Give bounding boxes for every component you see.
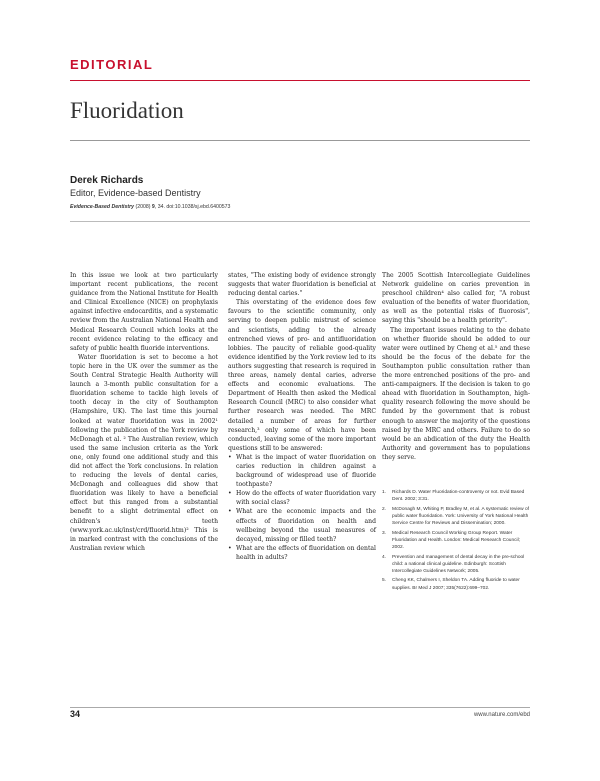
title-rule — [70, 140, 530, 141]
reference-text: Cheng KK, Chalmers I, Sheldon TA. Adding fluoride to water supplies. Br Med J 2007; 335(7622):699–702. — [392, 578, 520, 591]
reference-number: 4. — [382, 554, 387, 560]
paragraph: The important issues relating to the debate on whether fluoride should be added to our water were outlined by Cheng et al.⁵ and these should be the focus of the debate for the Southampton public consultation rather than the more entrenched positions of the pro- and anti-campaigners. If the decision is taken to go ahead with fluoridation in Southampton, high-quality research following the move should be funded by the government that is robust enough to answer the majority of the questions raised by the MRC and others. Failure to do so would be an abdication of the duty the Health Authority and government has to populations they serve. — [382, 326, 530, 461]
paragraph: The 2005 Scottish Intercollegiate Guidelines Network guideline on caries prevention in preschool children⁴ also called for, "A robust evaluation of the benefits of water fluoridation, as well as the potential risks of fluorosis", saying this "should be a health priority". — [382, 272, 530, 325]
citation-line — [70, 204, 230, 210]
reference-text: Prevention and management of dental decay in the pre-school child: a national clinical guideline. Edinburgh: Scottish Intercollegiate Guidelines Network; 2005. — [392, 554, 525, 574]
paragraph: states, "The existing body of evidence strongly suggests that water fluoridation is beneficial at reducing dental caries." — [228, 272, 376, 298]
paragraph: Water fluoridation is set to become a hot topic here in the UK over the summer as the South Central Strategic Health Authority will launch a 3-month public consultation for a fluoridation scheme to tackle high levels of tooth decay in the city of Southampton (Hampshire, UK). The last time this journal looked at water fluoridation was in 2002¹ following the publication of the York review by McDonagh et al. ² The Australian review, which used the same inclusion criteria as the York one, only found one additional study and this did not affect the York conclusions. In relation to reducing the levels of dental caries, McDonagh and colleagues did show that fluoridation was likely to have a beneficial effect but this ranged from a substantial benefit to a slight detrimental effect on children's teeth (www.york.ac.uk/inst/crd/fluorid.htm)² This is in marked contrast with the conclusions of the Australian review which — [70, 353, 218, 552]
list-item: • How do the effects of water fluoridation vary with social class? — [228, 489, 376, 507]
citation-rule — [70, 221, 530, 222]
reference-item — [382, 530, 530, 551]
paragraph: This overstating of the evidence does few favours to the scientific community, only serving to deepen public mistrust of science and scientists, adding to the already entrenched views of pro- and antifluoridation lobbies. The paucity of reliable good-quality evidence identified by the York review led to its authors suggesting that research is required in three areas, namely dental caries, adverse effects and economic evaluations. The Department of Health then asked the Medical Research Council (MRC) to also consider what further research was needed. The MRC detailed a number of areas for further research,³ only some of which have been conducted, leaving some of the more important questions still to be answered: — [228, 299, 376, 452]
author-name: Derek Richards — [70, 175, 144, 186]
reference-text: Medical Research Council Working Group Report. Water Fluoridation and Health. London: Medical Research Council; 2002. — [392, 530, 520, 550]
header-rule — [70, 80, 530, 81]
article-title: Fluoridation — [70, 98, 184, 123]
reference-number: 5. — [382, 578, 387, 584]
reference-item — [382, 577, 530, 591]
reference-number: 2. — [382, 506, 387, 512]
list-item: • What are the economic impacts and the effects of fluoridation on health and wellbeing beyond the usual measures of decayed, missing or filled teeth? — [228, 507, 376, 543]
citation-volume: 9 — [151, 204, 155, 210]
footer-rule — [70, 707, 530, 708]
journal-name: Evidence-Based Dentistry — [70, 204, 135, 210]
page-number: 34 — [70, 709, 81, 719]
list-item: • What is the impact of water fluoridation on caries reduction in children against a background of widespread use of fluoride toothpaste? — [228, 453, 376, 489]
journal-website-link[interactable]: www.nature.com/ebd — [473, 712, 530, 718]
body-column-2 — [228, 271, 376, 562]
reference-item — [382, 554, 530, 575]
body-column-1 — [70, 271, 218, 553]
reference-item — [382, 506, 530, 527]
reference-number: 1. — [382, 490, 387, 495]
list-item: • What are the effects of fluoridation on dental health in adults? — [228, 544, 376, 562]
paragraph: In this issue we look at two particularly important recent publications, the recent guidance from the National Institute for Health and Clinical Excellence (NICE) on prophylaxis against infective endocarditis, and a systematic review from the Australian National Health and Medical Research Council which looks at the recent evidence relating to the efficacy and safety of public health fluoride interventions. — [70, 272, 218, 352]
citation-year: (2008) — [135, 204, 151, 210]
research-questions-list — [228, 453, 376, 562]
citation-doi: , 34. doi:10.1038/sj.ebd.6400573 — [154, 204, 231, 210]
author-affiliation: Editor, Evidence-based Dentistry — [70, 188, 201, 198]
section-label: EDITORIAL — [70, 57, 154, 72]
reference-text: McDonagh M, Whiting P, Bradley M, et al. A systematic review of public water fluoridation. York: University of York National Health Service Centre for Reviews and Dissemination; 2000. — [392, 506, 529, 526]
body-column-3 — [382, 271, 530, 462]
reference-number: 3. — [382, 530, 387, 536]
reference-item — [382, 489, 530, 503]
reference-text: Richards D. Water Fluoridation-controversy or not. Evid Based Dent. 2002; 3:31. — [392, 490, 525, 503]
reference-list — [382, 489, 530, 594]
